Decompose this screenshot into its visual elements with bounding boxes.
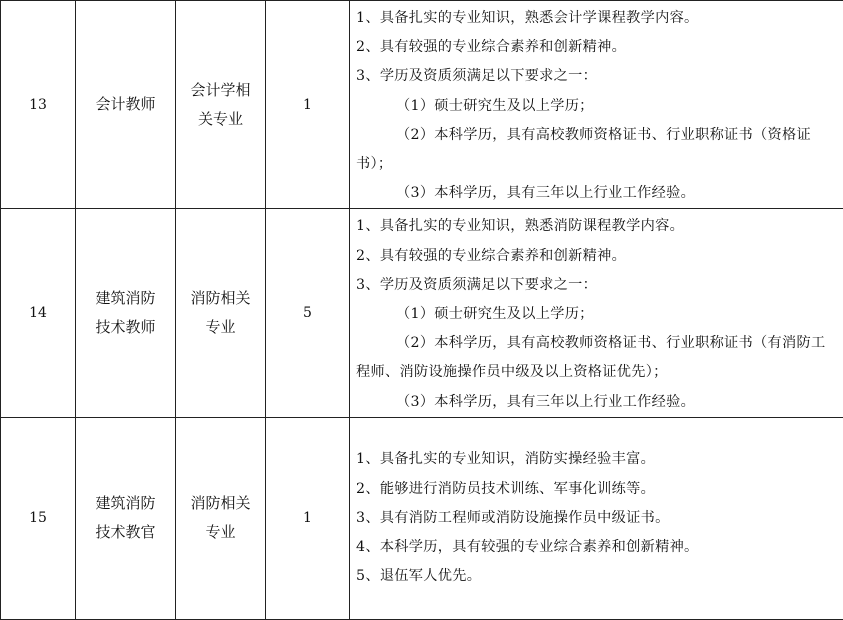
requirement-subitem: （1）硕士研究生及以上学历； [356, 92, 837, 121]
row-number: 13 [1, 1, 76, 209]
requirements-cell [350, 417, 843, 619]
hiring-count: 5 [266, 209, 350, 417]
major-line: 专业 [176, 518, 265, 547]
requirement-item: 1、具备扎实的专业知识，熟悉会计学课程教学内容。 [356, 4, 837, 33]
major-requirement [176, 417, 266, 619]
requirement-subitem: （2）本科学历，具有高校教师资格证书、行业职称证书（资格证书）； [356, 121, 837, 179]
requirement-subitem: （3）本科学历，具有三年以上行业工作经验。 [356, 388, 837, 417]
row-number: 14 [1, 209, 76, 417]
position-line: 建筑消防 [76, 489, 175, 518]
major-requirement [176, 1, 266, 209]
major-line: 消防相关 [176, 284, 265, 313]
hiring-count: 1 [266, 1, 350, 209]
requirement-item: 2、具有较强的专业综合素养和创新精神。 [356, 242, 837, 271]
row-number: 15 [1, 417, 76, 619]
position-line: 技术教师 [76, 313, 175, 342]
position-line: 会计教师 [76, 90, 175, 119]
requirement-item: 3、具有消防工程师或消防设施操作员中级证书。 [356, 504, 837, 533]
requirement-item: 2、具有较强的专业综合素养和创新精神。 [356, 33, 837, 62]
requirement-item: 3、学历及资质须满足以下要求之一： [356, 62, 837, 91]
position-name [76, 1, 176, 209]
requirement-item: 4、本科学历，具有较强的专业综合素养和创新精神。 [356, 533, 837, 562]
requirement-subitem: （1）硕士研究生及以上学历； [356, 300, 837, 329]
major-line: 专业 [176, 313, 265, 342]
position-line: 建筑消防 [76, 284, 175, 313]
major-line: 消防相关 [176, 489, 265, 518]
major-line: 会计学相 [176, 76, 265, 105]
requirement-item: 5、退伍军人优先。 [356, 562, 837, 591]
table-row [1, 1, 843, 209]
major-line: 关专业 [176, 105, 265, 134]
position-name [76, 417, 176, 619]
table-row [1, 417, 843, 619]
requirements-cell [350, 209, 843, 417]
position-line: 技术教官 [76, 518, 175, 547]
requirement-item: 1、具备扎实的专业知识，消防实操经验丰富。 [356, 445, 837, 474]
position-name [76, 209, 176, 417]
requirement-subitem: （3）本科学历，具有三年以上行业工作经验。 [356, 179, 837, 208]
requirement-item: 1、具备扎实的专业知识，熟悉消防课程教学内容。 [356, 212, 837, 241]
major-requirement [176, 209, 266, 417]
hiring-count: 1 [266, 417, 350, 619]
table-row [1, 209, 843, 417]
requirement-subitem: （2）本科学历，具有高校教师资格证书、行业职称证书（有消防工程师、消防设施操作员中级及以上资格证优先）； [356, 329, 837, 387]
requirement-item: 2、能够进行消防员技术训练、军事化训练等。 [356, 475, 837, 504]
requirement-item: 3、学历及资质须满足以下要求之一： [356, 271, 837, 300]
requirements-cell [350, 1, 843, 209]
